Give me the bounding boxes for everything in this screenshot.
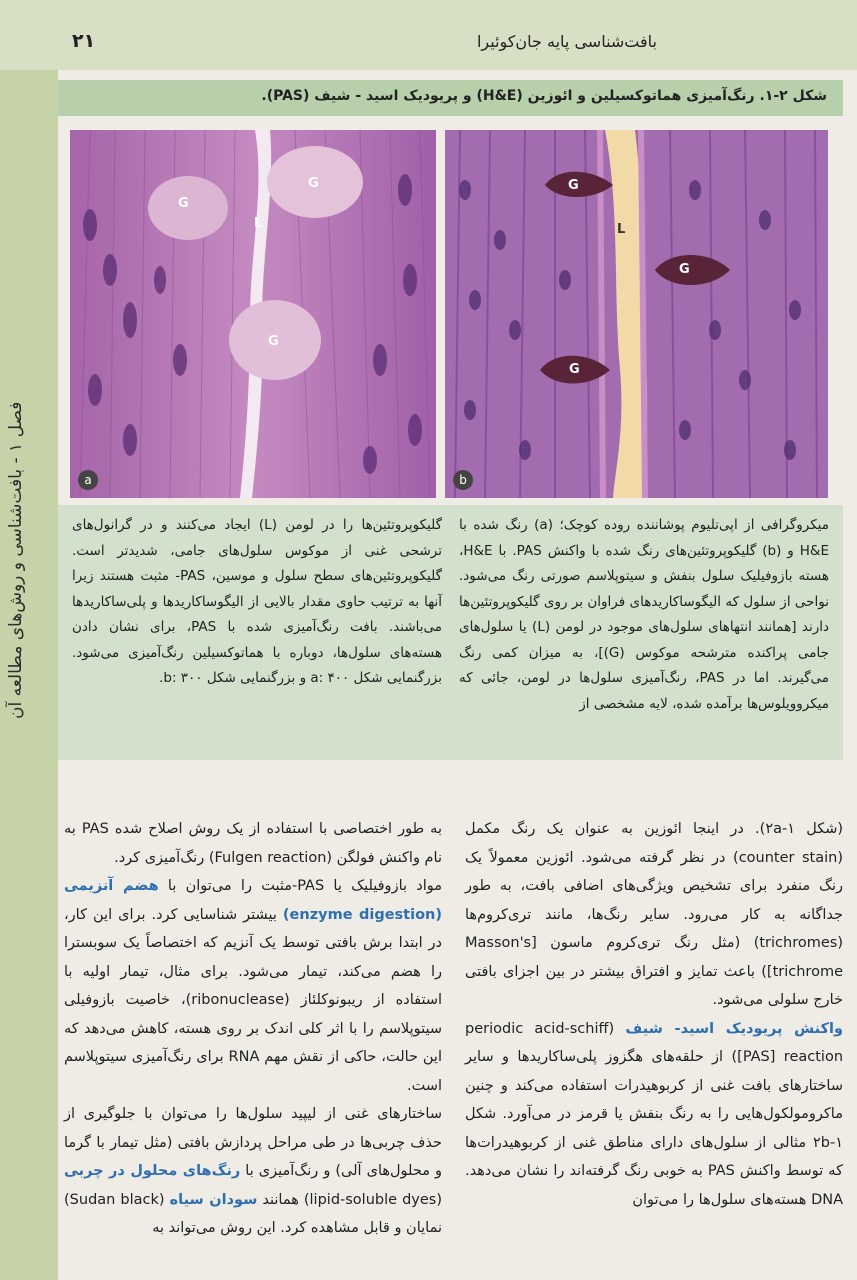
body-text: بیشتر شناسایی کرد. برای این کار، در ابتدا برش بافتی توسط یک آنزیم که اختصاصاً یک سوبسترا را هضم می‌کند، تیمار می‌شود. برای مثال، تیمار اولیه با استفاده از ریبونوکلئاز (ribonuclease)، خاصیت بازوفیلی سیتوپلاسم را با اثر کلی اندک بر روی هسته، کاهش می‌دهد که این حالت، حاکی از نقش مهم RNA برای رنگ‌آمیزی سیتوپلاسم است. — [64, 906, 442, 1094]
panel-a-badge: a — [78, 470, 98, 490]
goblet-cell-label: G — [679, 262, 690, 277]
goblet-cell-label: G — [568, 178, 579, 193]
body-text: (periodic acid-schiff [PAS] reaction) از حلقه‌های هگزوز پلی‌ساکاریدها و سایر ساختارهای بافت غنی از کربوهیدرات استفاده می‌کند و چنین ماکرومولکول‌هایی را به رنگ بنفش یا قرمز در می‌آورد. شکل ۲b-۱ مثالی از سلول‌های دارای مناطق غنی از کربوهیدرات‌ها که توسط واکنش PAS به خوبی رنگ گرفته‌اند را نشان می‌دهد. DNA هسته‌های سلول‌ها را می‌توان — [465, 1020, 844, 1208]
goblet-cell-label: G — [268, 334, 279, 349]
key-term: واکنش پریودیک اسید- شیف — [625, 1020, 844, 1037]
figure-title-bar — [58, 80, 843, 116]
body-paragraph — [64, 1100, 442, 1243]
key-term: سودان سیاه — [169, 1191, 258, 1208]
micrograph-b — [445, 130, 828, 498]
legend-column-right: میکروگرافی از اپی‌تلیوم پوشاننده روده کوچک؛ (a) رنگ شده با H&E و (b) گلیکوپروتئین‌های رنگ شده با واکنش PAS. با H&E، هسته بازوفیلیک سلول بنفش و سیتوپلاسم صورتی رنگ می‌شود. نواحی از سلول که الیگوساکاریدهای فراوان بر روی گلیکوپروتئین‌ها دارند [همانند انتهاهای سلول‌های موجود در لومن (L) یا سلول‌های جامی پراکنده مترشحه موکوس (G)]، به میزان کمی رنگ می‌گیرند. اما در PAS، رنگ‌آمیزی سلول‌ها در لومن، جائی که میکروویلوس‌ها برآمده شده، لایه مشخصی از — [459, 517, 829, 712]
body-column-left — [64, 815, 442, 1243]
body-text: (Sudan black) نمایان و قابل مشاهده کرد. این روش می‌تواند به — [64, 1191, 442, 1236]
body-text: ساختارهای غنی از لیپید سلول‌ها را می‌توان با جلوگیری از حذف چربی‌ها در طی مراحل پردازش بافتی (مثل تیمار با گرما و محلول‌های آلی) و رنگ‌آمیزی با — [64, 1106, 442, 1179]
figure-title: شکل ۲-۱. رنگ‌آمیزی هماتوکسیلین و ائوزین (H&E) و پریودیک اسید - شیف (PAS). — [261, 88, 827, 104]
micrograph-b-illustration — [445, 130, 828, 498]
figure-legend — [58, 505, 843, 760]
page-number: ۲۱ — [72, 30, 96, 52]
key-term: هضم آنزیمی (enzyme digestion) — [64, 878, 443, 923]
chapter-side-label: فصل ۱ - بافت‌شناسی و روش‌های مطالعه آن — [6, 401, 26, 719]
micrograph-a-illustration — [70, 130, 436, 498]
legend-column-left: گلیکوپروتئین‌ها را در لومن (L) ایجاد می‌کنند و در گرانول‌های ترشحی غنی از موکوس سلول‌های جامی، شدیدتر است. گلیکوپروتئین‌های سطح سلول و موسین، PAS- مثبت هستند زیرا آنها به ترتیب حاوی مقدار بالایی از الیگوساکاریدها و پلی‌ساکاریدها می‌باشند. بافت رنگ‌آمیزی شده با PAS، برای نشان دادن هسته‌های سلول‌ها، دوباره با هماتوکسیلین رنگ‌آمیزی می‌شود. بزرگنمایی شکل a: ۴۰۰ و بزرگنمایی شکل b: ۳۰۰. — [72, 517, 442, 686]
lumen-label: L — [254, 216, 263, 231]
body-paragraph — [465, 1015, 843, 1215]
goblet-cell-label: G — [569, 362, 580, 377]
chapter-side-band — [0, 70, 58, 1280]
body-paragraph: به طور اختصاصی با استفاده از یک روش اصلاح شده PAS به نام واکنش فولگن (Fulgen reaction) رنگ‌آمیزی کرد. — [64, 821, 442, 866]
body-text: مواد بازوفیلیک یا PAS-مثبت را می‌توان با — [167, 878, 443, 894]
lumen-label: L — [617, 222, 626, 237]
page-header — [0, 0, 857, 70]
goblet-cell-label: G — [178, 196, 189, 211]
goblet-cell-label: G — [308, 176, 319, 191]
micrograph-a — [70, 130, 436, 498]
body-paragraph — [64, 872, 442, 1100]
body-paragraph: (شکل ۲a-۱). در اینجا ائوزین به عنوان یک رنگ مکمل (counter stain) در نظر گرفته می‌شود. ائوزین معمولاً یک رنگ منفرد برای تشخیص ویژگی‌های اضافی بافت، به طور جداگانه به کار می‌رود. سایر رنگ‌ها، مانند تری‌کروم‌ها (trichromes) (مثل رنگ تری‌کروم ماسون [Masson's trichrome]) باعث تمایز و افتراق بیشتر در بین اجزای بافتی خارج سلولی می‌شود. — [465, 821, 844, 1008]
body-text: (lipid-soluble dyes) همانند — [262, 1191, 443, 1208]
running-title: بافت‌شناسی پایه جان‌کوئیرا — [476, 32, 657, 51]
key-term: رنگ‌های محلول در چربی — [64, 1163, 241, 1179]
panel-b-badge: b — [453, 470, 473, 490]
body-column-right — [465, 815, 843, 1214]
